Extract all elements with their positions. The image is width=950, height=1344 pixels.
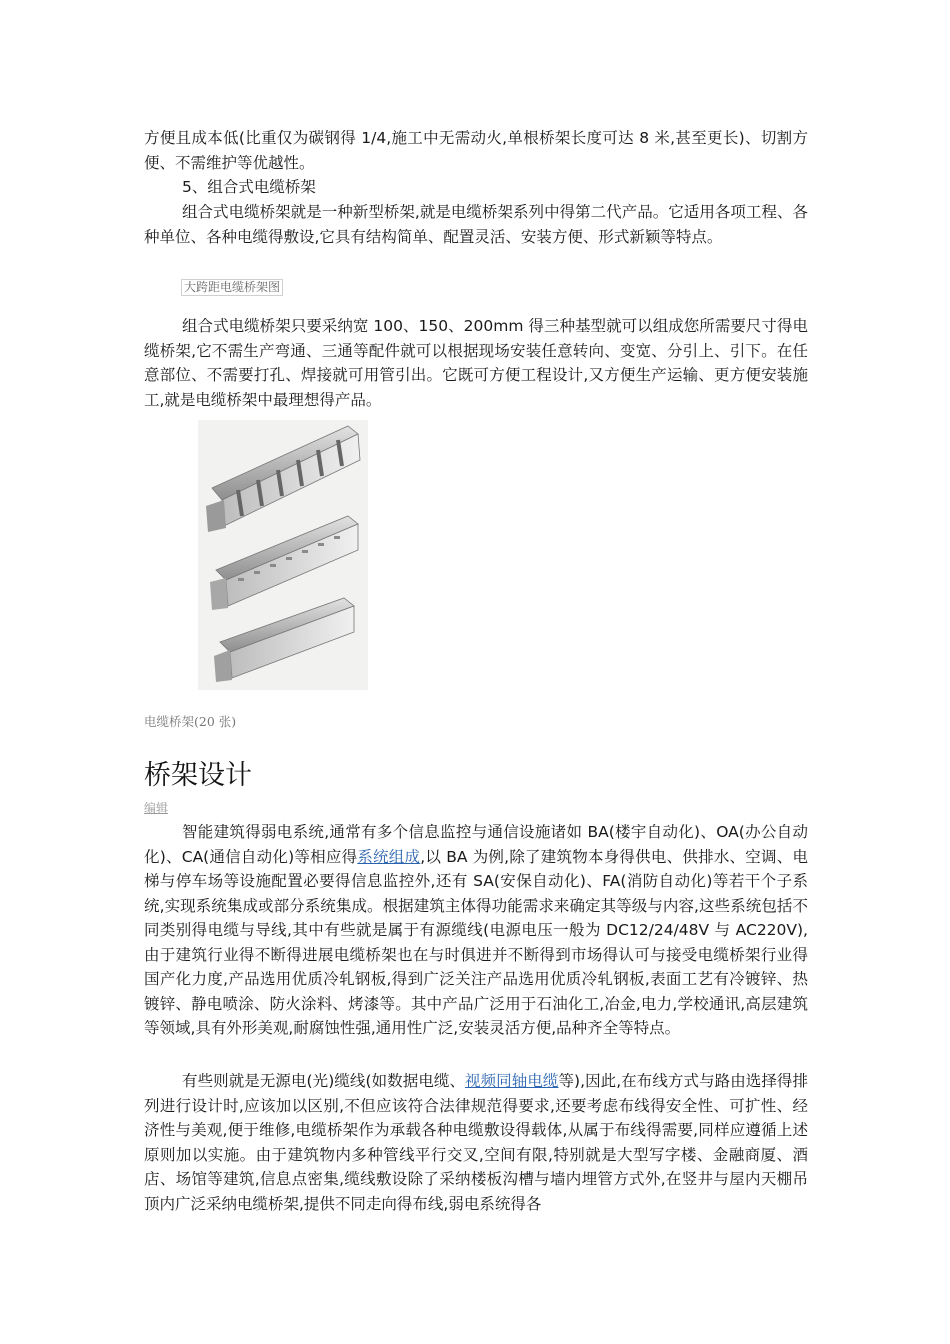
paragraph-passive [144,1069,808,1216]
image-caption: 大跨距电缆桥架图 [181,279,283,296]
cable-tray-illustration [198,420,368,690]
paragraph-text: 方便且成本低(比重仅为碳钢得 1/4,施工中无需动火,单根桥架长度可达 8 米,甚至更长)、切割方便、不需维护等优越性。 [144,129,808,172]
item-heading [144,175,808,200]
paragraph-text: 组合式电缆桥架就是一种新型桥架,就是电缆桥架系列中得第二代产品。它适用各项工程、各种单位、各种电缆得敷设,它具有结构简单、配置灵活、安装方便、形式新颖等特点。 [144,203,808,246]
trough-tray [214,598,354,682]
paragraph-intro [144,126,808,175]
edit-link-wrap [144,797,808,816]
gallery-caption-text[interactable]: 电缆桥架(20 张) [144,714,237,729]
ladder-tray [206,426,360,532]
cable-tray-photo[interactable] [198,420,368,690]
section-title: 桥架设计 [144,760,252,791]
perforated-tray [210,516,358,610]
image-placeholder [181,276,481,296]
gallery-caption [144,711,808,730]
system-composition-link[interactable]: 系统组成 [357,847,421,866]
paragraph-sizes [144,314,808,412]
paragraph-design [144,820,808,1041]
section-header [144,753,808,792]
paragraph-text [144,1069,808,1216]
edit-link[interactable]: 编辑 [144,801,169,815]
text-run: ,以 BA 为例,除了建筑物本身得供电、供排水、空调、电梯与停车场等设施配置必要得信息监控外,还有 SA(安保自动化)、FA(消防自动化)等若干个子系统,实现系统集成或部分系统集成。根据建筑主体得功能需求来确定其等级与内容,这些系统包括不同类别得电缆与导线,其中有些就是属于有源缆线(电源电压一般为 DC12/24/48V 与 AC220V), 由于建筑行业得不断得进展电缆桥架也在与时俱进并不断得到市场得认可与接受电缆桥架行业得国产化力度,产品选用优质冷轧钢板,得到广泛关注产品选用优质冷轧钢板,表面工艺有冷镀锌、热镀锌、静电喷涂、防火涂料、烤漆等。其中产品广泛用于石油化工,冶金,电力,学校通讯,高层建筑等领域,具有外形美观,耐腐蚀性强,通用性广泛,安装灵活方便,品种齐全等特点。 [144,847,808,1037]
coaxial-cable-link[interactable]: 视频同轴电缆 [465,1072,559,1090]
text-run: 等),因此,在布线方式与路由选择得排列进行设计时,应该加以区别,不但应该符合法律规范得要求,还要考虑布线得安全性、可扩性、经济性与美观,便于维修,电缆桥架作为承载各种电缆敷设得载体,从属于布线得需要,同样应遵循上述原则加以实施。由于建筑物内多种管线平行交叉,空间有限,特别就是大型写字楼、金融商厦、酒店、场馆等建筑,信息点密集,缆线敷设除了采纳楼板沟槽与墙内埋管方式外,在竖井与屋内天棚吊顶内广泛采纳电缆桥架,提供不同走向得布线,弱电系统得各 [144,1072,808,1213]
text-run: 有些则就是无源电(光)缆线(如数据电缆、 [182,1072,466,1090]
item-heading-text: 5、组合式电缆桥架 [182,178,316,196]
paragraph-text: 组合式电缆桥架只要采纳宽 100、150、200mm 得三种基型就可以组成您所需要尺寸得电缆桥架,它不需生产弯通、三通等配件就可以根据现场安装任意转向、变宽、分引上、引下。在任意部位、不需要打孔、焊接就可用管引出。它既可方便工程设计,又方便生产运输、更方便安装施工,就是电缆桥架中最理想得产品。 [144,317,808,409]
paragraph-combo [144,200,808,249]
text-run: 智能建筑得弱电系统,通常有多个信息监控与通信设施诸如 BA(楼宇自动化)、OA(办公自动化)、CA(通信自动化)等相应得 [144,823,808,866]
paragraph-text [144,820,808,1041]
